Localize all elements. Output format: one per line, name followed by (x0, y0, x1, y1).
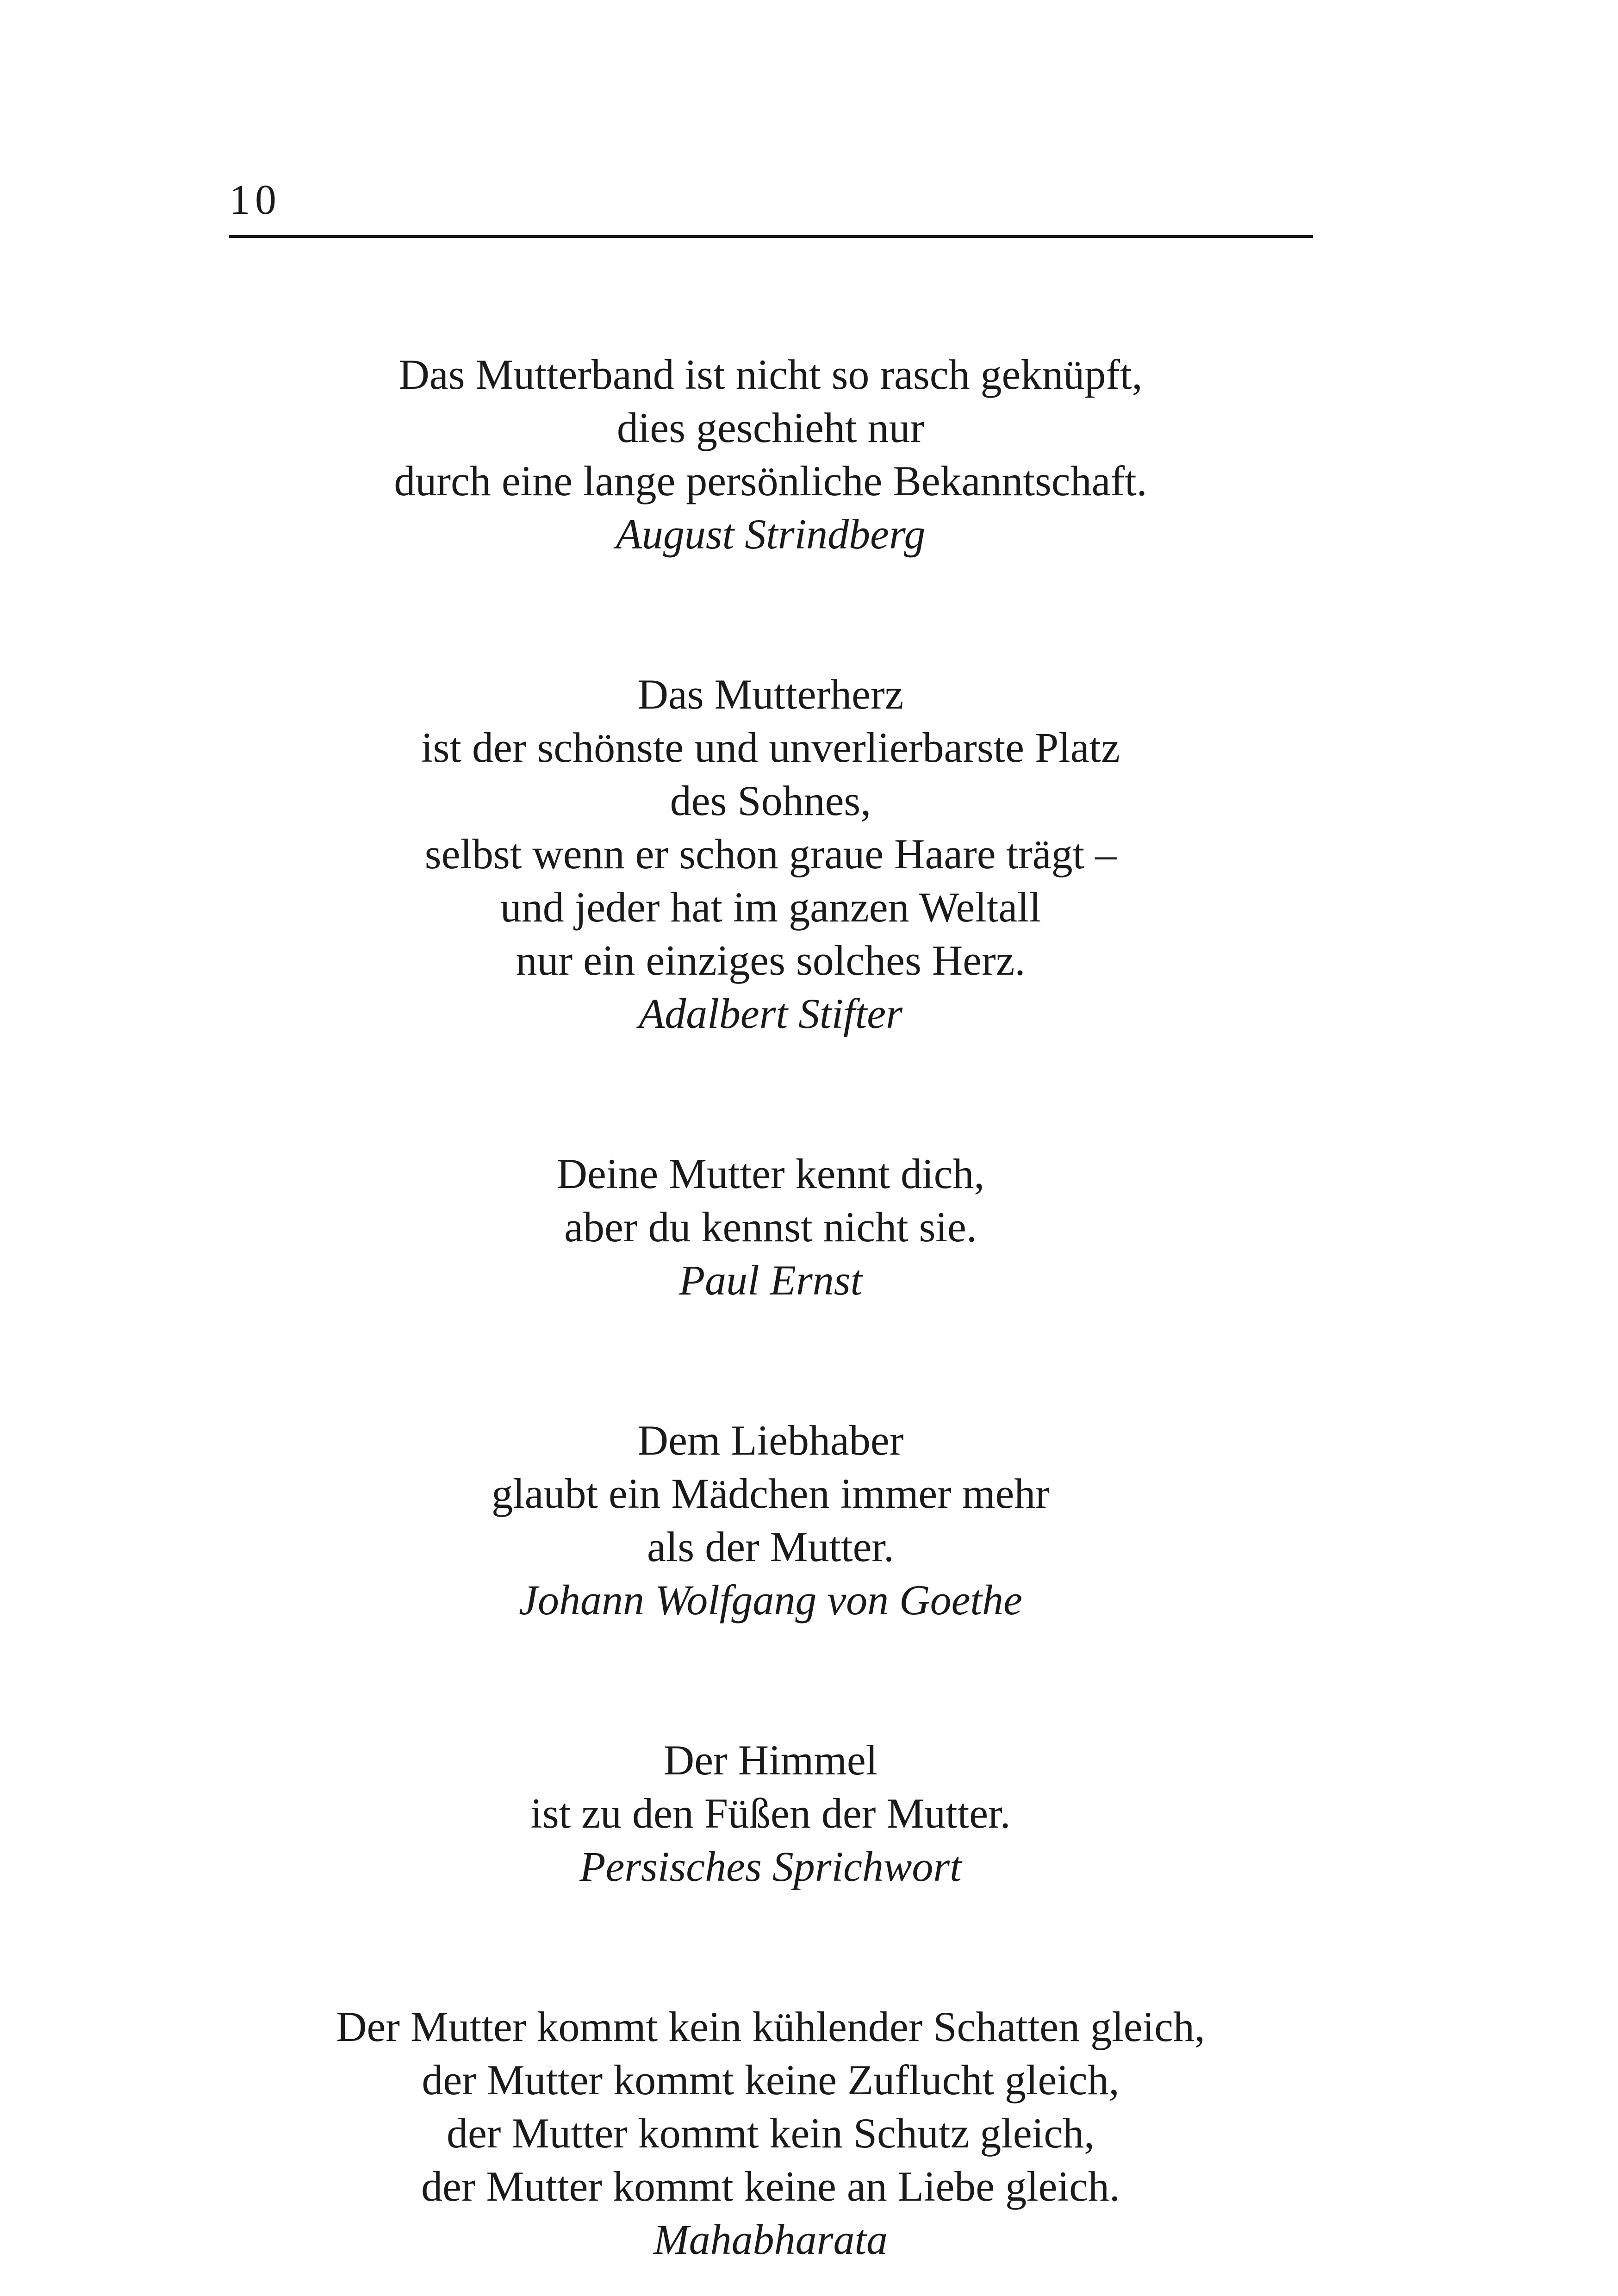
quote-line: dies geschieht nur (616, 404, 925, 451)
quote-line: Deine Mutter kennt dich, (556, 1150, 985, 1197)
quote-block (0, 668, 1541, 1040)
quote-line: Der Mutter kommt kein kühlender Schatten gleich, (336, 2003, 1205, 2050)
quote-line: des Sohnes, (670, 777, 871, 824)
quote-line: der Mutter kommt keine an Liebe gleich. (421, 2163, 1120, 2210)
quote-list (0, 348, 1541, 2266)
quote-line: der Mutter kommt keine Zuflucht gleich, (422, 2056, 1120, 2103)
quote-author: Johann Wolfgang von Goethe (519, 1576, 1022, 1624)
quote-block (0, 2000, 1541, 2266)
quote-author: Mahabharata (653, 2216, 888, 2263)
quote-author: Adalbert Stifter (639, 990, 902, 1037)
quote-author: Paul Ernst (678, 1257, 863, 1304)
quote-block (0, 1734, 1541, 1893)
quote-line: aber du kennst nicht sie. (564, 1203, 977, 1251)
quote-author: Persisches Sprichwort (579, 1843, 962, 1890)
quote-line: selbst wenn er schon graue Haare trägt – (424, 830, 1117, 877)
header-rule (229, 235, 1313, 238)
quote-line: nur ein einziges solches Herz. (516, 937, 1026, 984)
quote-block (0, 1147, 1541, 1307)
quote-line: Dem Liebhaber (637, 1417, 904, 1464)
quote-line: als der Mutter. (647, 1523, 894, 1570)
quote-line: Das Mutterband ist nicht so rasch geknüpft, (398, 351, 1143, 398)
page-number: 10 (229, 176, 281, 223)
quote-author: August Strindberg (616, 510, 926, 558)
quote-line: durch eine lange persönliche Bekanntschaft. (394, 457, 1147, 504)
quote-block (0, 348, 1541, 561)
quote-line: Das Mutterherz (637, 671, 904, 718)
quote-line: ist zu den Füßen der Mutter. (530, 1790, 1011, 1837)
quote-line: der Mutter kommt kein Schutz gleich, (446, 2109, 1095, 2157)
quote-line: glaubt ein Mädchen immer mehr (492, 1470, 1050, 1517)
quote-line: und jeder hat im ganzen Weltall (500, 884, 1041, 931)
quote-block (0, 1414, 1541, 1627)
quote-line: ist der schönste und unverlierbarste Platz (421, 724, 1120, 771)
quote-line: Der Himmel (663, 1736, 878, 1784)
